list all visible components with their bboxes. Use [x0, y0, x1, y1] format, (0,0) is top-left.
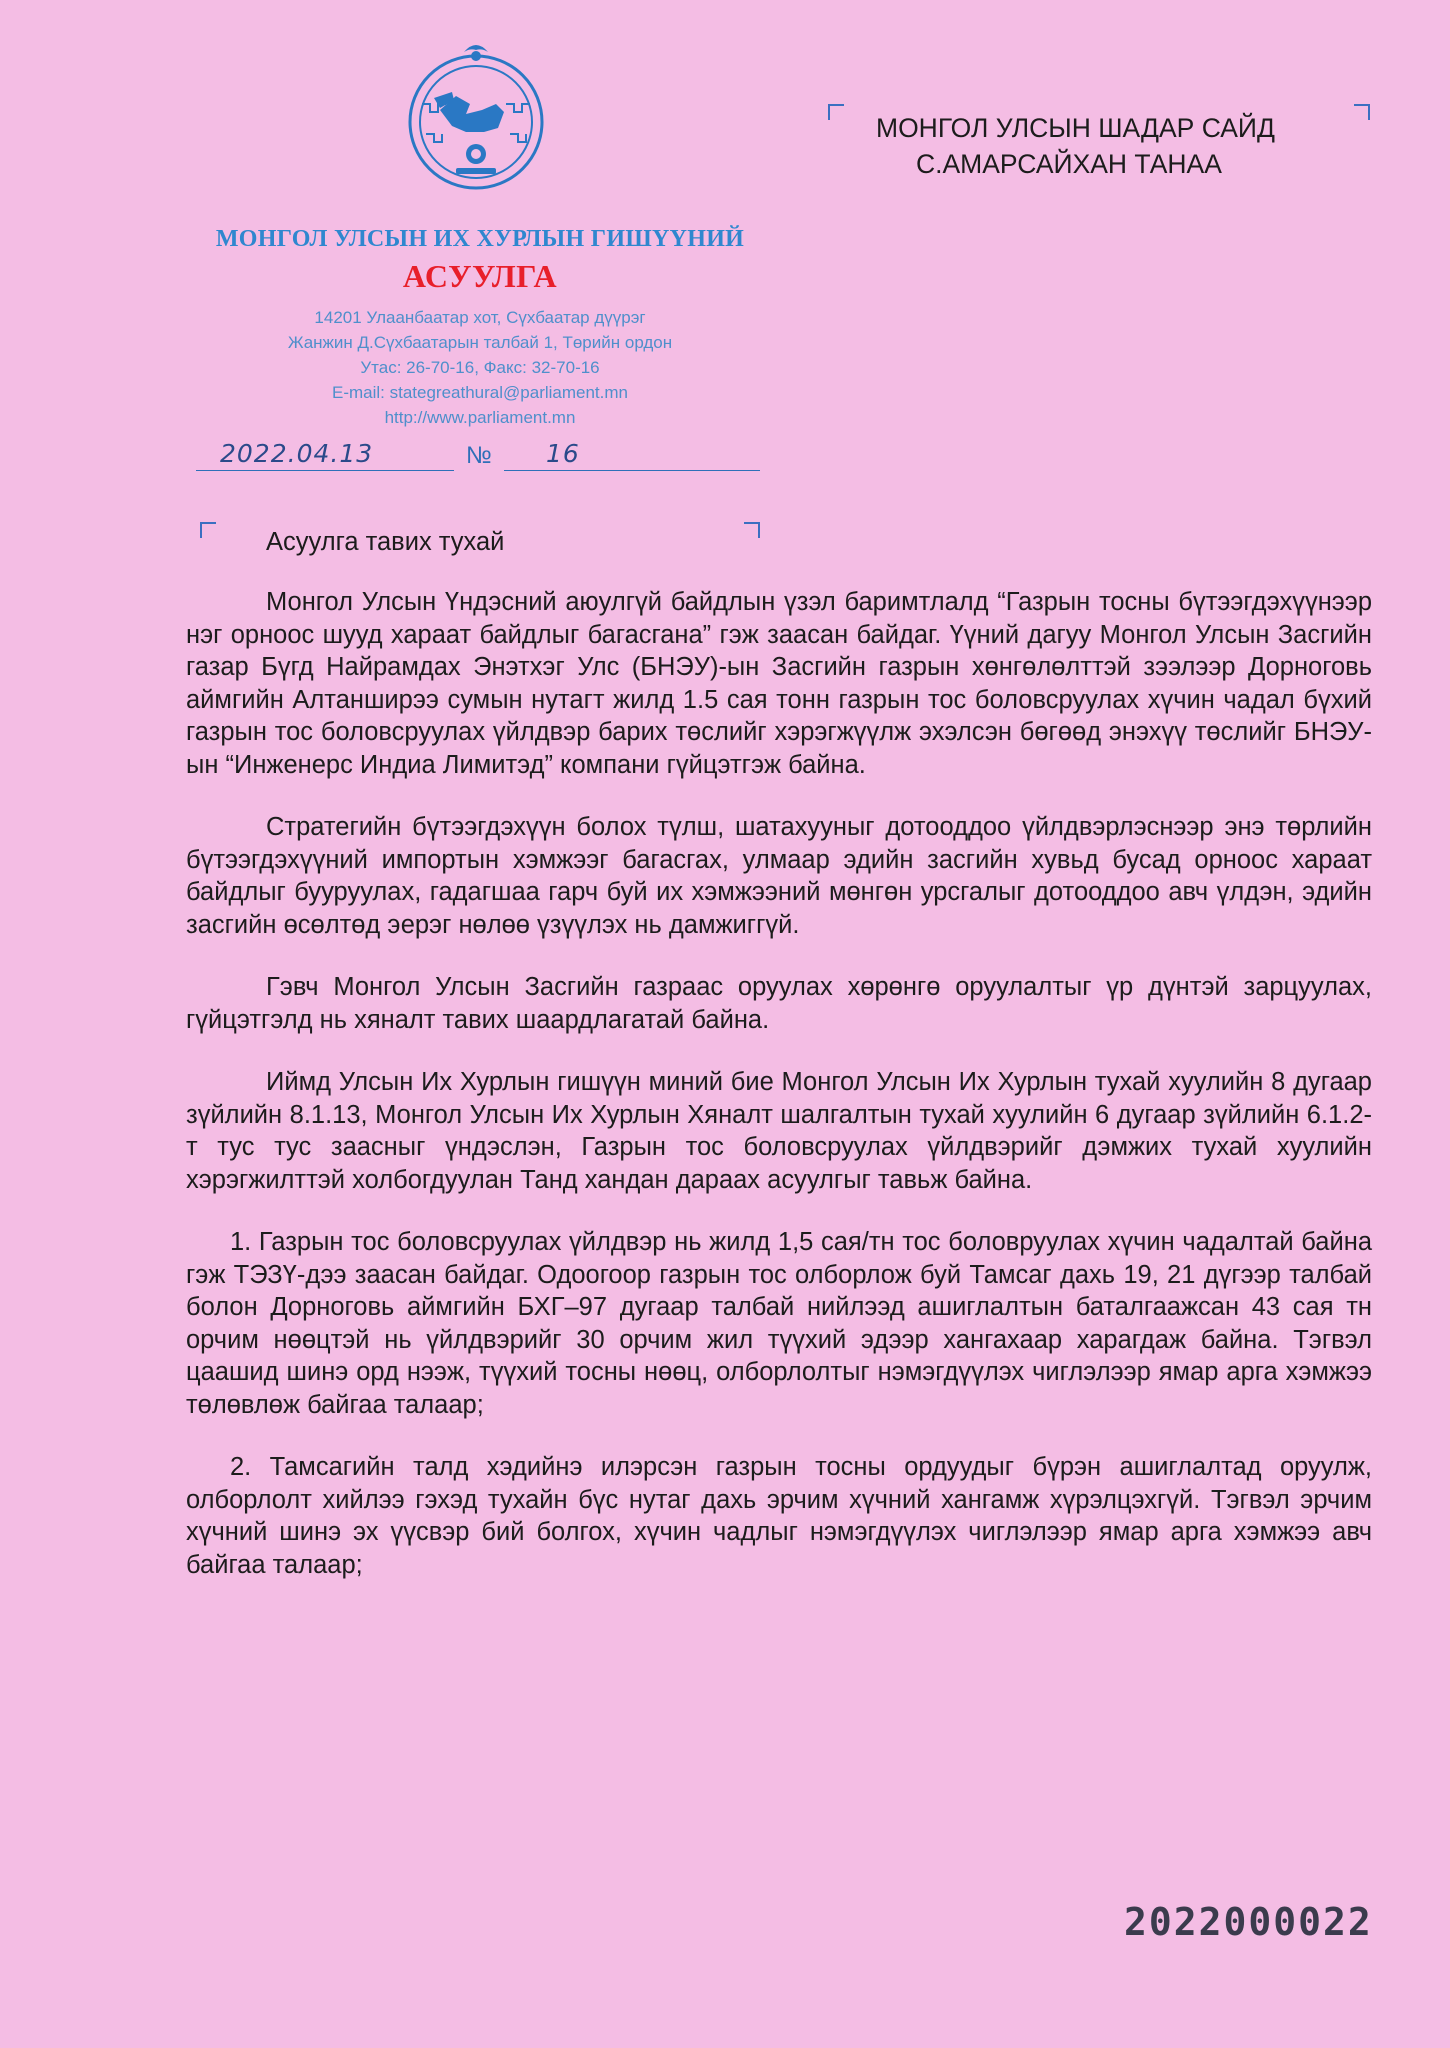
question-item: 2. Тамсагийн талд хэдийнэ илэрсэн газрын тосны ордуудыг бүрэн ашиглалтад оруулж, олборлолт хийлээ гэхэд тухайн бүс нутаг дахь эрчим хүчний хангамж хүрэлцэхгүй. Тэгвэл эрчим хүчний шинэ эх үүсвэр бий болгох, хүчин чадлыг нэмэгдүүлэх чиглэлээр ямар арга хэмжээ авч байгаа талаар; [186, 1453, 1372, 1579]
body-paragraph: Иймд Улсын Их Хурлын гишүүн миний бие Монгол Улсын Их Хурлын тухай хуулийн 8 дугаар зүйлийн 8.1.13, Монгол Улсын Их Хурлын Хяналт шалгалтын тухай хуулийн 6 дугаар зүйлийн 6.1.2-т тус тус заасныг үндэслэн, Газрын тос боловсруулах үйлдвэрийг дэмжих тухай хуулийн хэрэгжилттэй холбогдуулан Танд хандан дараах асуулгыг тавьж байна. [186, 1068, 1372, 1194]
subject-corner-mark [200, 522, 216, 538]
addressee-name: С.АМАРСАЙХАН ТАНАА [916, 149, 1222, 179]
body-paragraph: Гэвч Монгол Улсын Засгийн газраас оруулах хөрөнгө оруулалтыг үр дүнтэй зарцуулах, гүйцэтгэлд нь хяналт тавих шаардлагатай байна. [186, 973, 1372, 1034]
contact-email: E-mail: stategreathural@parliament.mn [332, 383, 628, 402]
issuer-contact [150, 305, 810, 430]
contact-phone-fax: Утас: 26-70-16, Факс: 32-70-16 [360, 358, 600, 377]
contact-website: http://www.parliament.mn [384, 408, 576, 427]
body-paragraph: Стратегийн бүтээгдэхүүн болох түлш, шатахууныг дотооддоо үйлдвэрлэснээр энэ төрлийн бүтээгдэхүүний импортын хэмжээг багасгах, улмаар эдийн засгийн хувьд бусад орноос хараат байдлыг бууруулах, гадагшаа гарч буй их хэмжээний мөнгөн урсгалыг дотооддоо авч үлдэн, эдийн засгийн өсөлтөд эерэг нөлөө үзүүлэх нь дамжиггүй. [186, 813, 1372, 939]
number-sign: № [466, 442, 492, 469]
addressee-corner-mark [828, 104, 844, 120]
subject-line: Асуулга тавих тухай [266, 528, 505, 556]
document-body [186, 586, 1372, 1611]
addressee-title: МОНГОЛ УЛСЫН ШАДАР САЙД [876, 113, 1275, 143]
addressee-block [876, 110, 1346, 182]
issuer-heading: МОНГОЛ УЛСЫН ИХ ХУРЛЫН ГИШҮҮНИЙ [215, 226, 745, 252]
state-emblem [396, 34, 556, 214]
contact-address-line: Жанжин Д.Сүхбаатарын талбай 1, Төрийн ордон [287, 333, 673, 352]
question-item: 1. Газрын тос боловсруулах үйлдвэр нь жилд 1,5 сая/тн тос боловруулах хүчин чадалтай байна гэж ТЭЗҮ-дээ заасан байдаг. Одоогоор газрын тос олборлож буй Тамсаг дахь 19, 21 дүгээр талбай болон Дорноговь аймгийн БХГ–97 дугаар талбай нийлээд ашиглалтын баталгаажсан 43 сая тн орчим нөөцтэй нь үйлдвэрийг 30 орчим жил түүхий эдээр хангахаар харагдаж байна. Тэгвэл цаашид шинэ орд нээж, түүхий тосны нөөц, олборлолтыг нэмэгдүүлэх чиглэлээр ямар арга хэмжээ төлөвлөж байгаа талаар; [186, 1228, 1372, 1419]
registration-number-line [504, 434, 760, 471]
registration-stamp-number: 2022000022 [1124, 1900, 1373, 1944]
body-paragraph: Монгол Улсын Үндэсний аюулгүй байдлын үзэл баримтлалд “Газрын тосны бүтээгдэхүүнээр нэг орноос шууд хараат байдлыг багасгана” гэж заасан байдаг. Үүний дагуу Монгол Улсын Засгийн газар Бүгд Найрамдах Энэтхэг Улс (БНЭУ)-ын Засгийн газрын хөнгөлөлттэй зээлээр Дорноговь аймгийн Алтанширээ сумын нутагт жилд 1.5 сая тонн газрын тос боловсруулах хүчин чадал бүхий газрын тос боловсруулах үйлдвэр барих төслийг хэрэгжүүлж эхэлсэн бөгөөд энэхүү төслийг БНЭУ-ын “Инженерс Индиа Лимитэд” компани гүйцэтгэж байна. [186, 588, 1372, 779]
subject-corner-mark [744, 522, 760, 538]
contact-address-line: 14201 Улаанбаатар хот, Сүхбаатар дүүрэг [314, 308, 646, 327]
registration-date-line [196, 434, 454, 471]
registration-date: 2022.04.13 [220, 439, 374, 468]
addressee-corner-mark [1354, 104, 1370, 120]
document-type-title: АСУУЛГА [402, 258, 558, 294]
registration-number: 16 [546, 439, 580, 468]
